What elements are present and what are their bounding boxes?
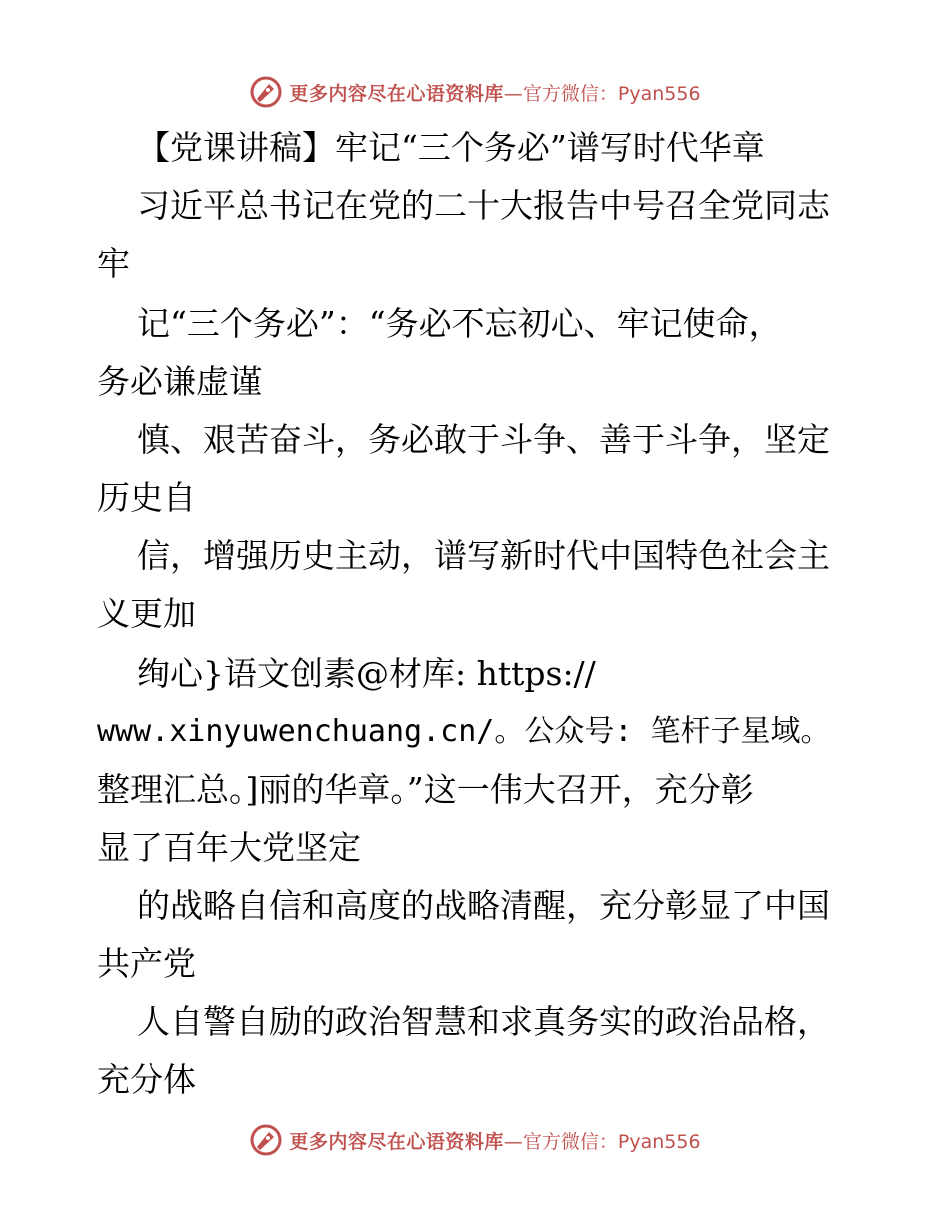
watermark-main-text: 更多内容尽在心语资料库 [289,1130,504,1153]
text-line: 义更加 [97,594,196,633]
text-line: 共产党 [97,944,196,983]
text-line: 整理汇总。]丽的华章。”这一伟大召开，充分彰 [97,770,754,809]
watermark-suffix-text: —官方微信：Pyan556 [503,82,701,105]
text-line: 记“三个务必”：“务必不忘初心、牢记使命， [137,304,782,343]
text-line: 显了百年大党坚定 [97,828,361,867]
text-line: 习近平总书记在党的二十大报告中号召全党同志 [137,186,830,225]
text-line: 慎、艰苦奋斗，务必敢于斗争、善于斗争，坚定 [137,420,830,459]
pen-nib-logo-icon [249,75,283,109]
text-line: 信，增强历史主动，谱写新时代中国特色社会主 [137,536,830,575]
text-line: 历史自 [97,478,196,517]
document-title: 【党课讲稿】牢记“三个务必”谱写时代华章 [137,128,765,167]
watermark-suffix-text: —官方微信：Pyan556 [503,1130,701,1153]
footer-watermark [0,1120,950,1160]
text-line-url: www.xinyuwenchuang.cn/。公众号: 笔杆子星域。 [97,714,831,749]
text-line: 务必谦虚谨 [97,362,262,401]
text-line: 的战略自信和高度的战略清醒，充分彰显了中国 [137,886,830,925]
watermark-main-text: 更多内容尽在心语资料库 [289,82,504,105]
header-watermark [0,72,950,112]
text-line: 牢 [97,244,130,283]
text-line: 人自警自励的政治智慧和求真务实的政治品格， [137,1002,830,1041]
pen-nib-logo-icon [249,1123,283,1157]
text-line: 充分体 [97,1060,196,1099]
text-line: 绚心}语文创素@材库: https:// [137,654,596,693]
